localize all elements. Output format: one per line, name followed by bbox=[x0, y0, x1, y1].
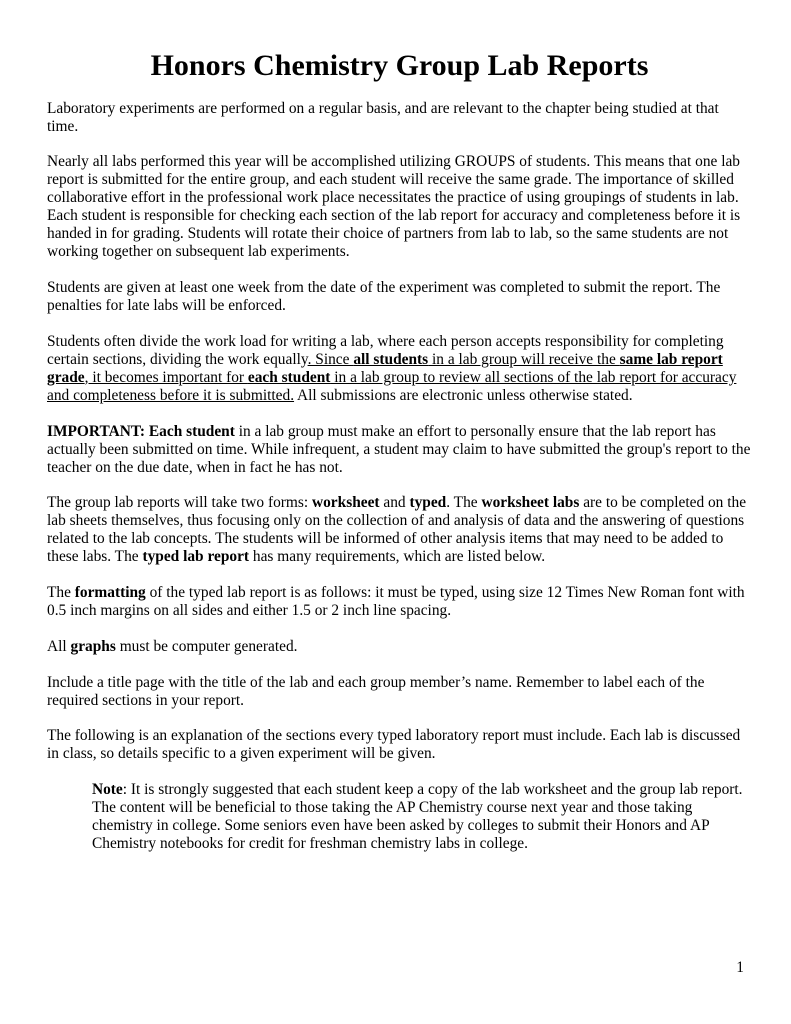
paragraph-formatting: The formatting of the typed lab report is as follows: it must be typed, using size 12 Times New Roman font with 0.5 inch margins on all sides and either 1.5 or 2 inch line spacing. bbox=[47, 584, 745, 619]
paragraph-graphs: All graphs must be computer generated. bbox=[47, 638, 298, 655]
paragraph-sections: The following is an explanation of the sections every typed laboratory report must include. Each lab is discussed in class, so details specific to a given experiment will be given. bbox=[47, 727, 741, 762]
paragraph-title-page: Include a title page with the title of the lab and each group member’s name. Remember to label each of the required sections in your report. bbox=[47, 674, 705, 709]
important-label: IMPORTANT: Each student bbox=[47, 423, 235, 440]
note-paragraph: Note: It is strongly suggested that each student keep a copy of the lab worksheet and the group lab report. The content will be beneficial to those taking the AP Chemistry course next year and those taking chemistry in college. Some seniors even have been asked by colleges to submit their Honors and AP Chemistry notebooks for credit for freshman chemistry labs in college. bbox=[92, 781, 743, 852]
paragraph-workload: Students often divide the work load for writing a lab, where each person accepts responsibility for completing certain sections, dividing the work equally. Since all students in a lab group will receive the same lab report grade, it becomes important for each student in a lab group to review all sections of the lab report for accuracy and completeness before it is submitted. All submissions are electronic unless otherwise stated. bbox=[47, 333, 737, 404]
paragraph-deadline-text: Students are given at least one week from the date of the experiment was completed to submit the report. The penalties for late labs will be enforced. bbox=[47, 279, 721, 314]
note-label: Note bbox=[92, 781, 123, 798]
page-number: 1 bbox=[736, 959, 744, 976]
paragraph-deadline bbox=[47, 279, 752, 315]
paragraph-report-forms: The group lab reports will take two forms: worksheet and typed. The worksheet labs are to be completed on the lab sheets themselves, thus focusing only on the collection of and analysis of data and the answering of questions related to the lab concepts. The students will be informed of other analysis items that may need to be added to these labs. The typed lab report has many requirements, which are listed below. bbox=[47, 494, 747, 565]
page-title: Honors Chemistry Group Lab Reports bbox=[150, 49, 649, 82]
paragraph-important: IMPORTANT: Each student in a lab group must make an effort to personally ensure that the lab report has actually been submitted on time. While infrequent, a student may claim to have submitted the group's report to the teacher on the due date, when in fact he has not. bbox=[47, 423, 751, 476]
paragraph-intro: Laboratory experiments are performed on a regular basis, and are relevant to the chapter being studied at that time. bbox=[47, 100, 719, 135]
paragraph-groups: Nearly all labs performed this year will be accomplished utilizing GROUPS of students. This means that one lab report is submitted for the entire group, and each student will receive the same grade. The importance of skilled collaborative effort in the professional work place necessitates the practice of using groupings of students in lab. Each student is responsible for checking each section of the lab report for accuracy and completeness before it is handed in for grading. Students will rotate their choice of partners from lab to lab, so the same students are not working together on subsequent lab experiments. bbox=[47, 153, 741, 260]
